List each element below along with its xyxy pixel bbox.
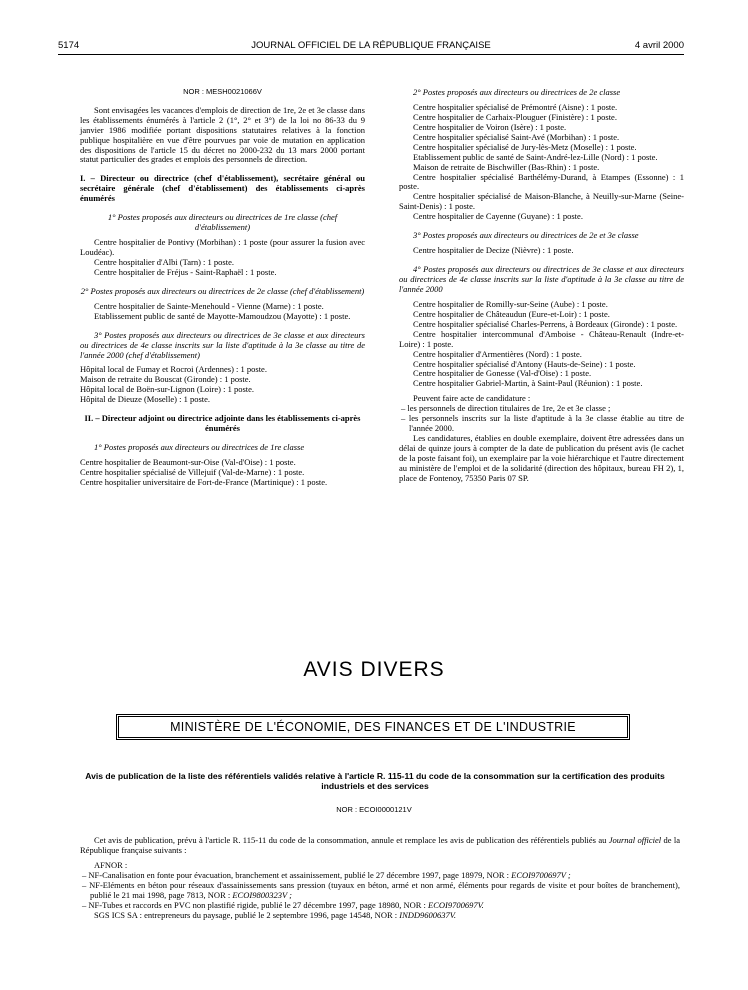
item-nor: INDD9600637V. <box>399 909 456 920</box>
notice-intro <box>80 836 680 856</box>
notice-nor: NOR : ECOI0000121V <box>336 805 412 814</box>
journal-title: JOURNAL OFFICIEL DE LA RÉPUBLIQUE FRANÇAISE <box>251 40 491 51</box>
list-item: Centre hospitalier de Decize (Nièvre) : 1 poste. <box>413 245 574 256</box>
list-item: Maison de retraite du Bouscat (Gironde) : 1 poste. <box>80 374 251 385</box>
intro-paragraph: Sont envisagées les vacances d'emplois de direction de 1re, 2e et 3e classe dans les établissements énumérés à l'article 2 (1°, 2° et 3°) de la loi no 86-33 du 9 janvier 1986 modifiée portant dispositions statutaires relatives à la fonction publique hospitalière en vue d'être pourvues par voie de mutation en application des dispositions de l'article 15 du décret no 2000-232 du 13 mars 2000 portant statut particulier des grades et emplois des personnels de direction. <box>80 104 365 165</box>
list-item: Etablissement public de santé de Mayotte-Mamoudzou (Mayotte) : 1 poste. <box>94 310 351 321</box>
list-item: Centre hospitalier de Cayenne (Guyane) : 1 poste. <box>413 211 583 222</box>
list-item: Centre hospitalier de Carhaix-Plouguer (Finistère) : 1 poste. <box>413 111 617 122</box>
s2-sub3-title: 3° Postes proposés aux directeurs ou directrices de 2e et 3e classe <box>413 230 639 241</box>
list-item: Centre hospitalier spécialisé Saint-Avé (Morbihan) : 1 poste. <box>413 131 620 142</box>
s2-sub2-title: 2° Postes proposés aux directeurs ou directrices de 2e classe <box>413 87 621 97</box>
list-item: Centre hospitalier Gabriel-Martin, à Saint-Paul (Réunion) : 1 poste. <box>413 378 643 389</box>
item-text: SGS ICS SA : entrepreneurs du paysage, publié le 2 septembre 1996, page 14548, NOR : <box>94 909 400 920</box>
s1-sub3-title: 3° Postes proposés aux directeurs ou directrices de 3e classe et aux directeurs ou directrices de 4e classe inscrits sur la liste d'aptitude à la 3e classe au titre de l'année 2000 (chef d'établissement) <box>80 329 365 360</box>
s2-sub3-list <box>399 246 684 256</box>
list-item: Centre hospitalier spécialisé de Jury-lès-Metz (Moselle) : 1 poste. <box>413 141 637 152</box>
s1-sub1-list <box>80 238 365 278</box>
list-item: Centre hospitalier spécialisé de Prémontré (Aisne) : 1 poste. <box>413 101 618 112</box>
s1-sub2-list <box>80 302 365 322</box>
list-item: Centre hospitalier spécialisé de Maison-Blanche, à Neuilly-sur-Marne (Seine-Saint-Denis) : 1 poste. <box>399 191 684 212</box>
ministry-box: MINISTÈRE DE L'ÉCONOMIE, DES FINANCES ET DE L'INDUSTRIE <box>118 716 628 738</box>
list-item: Centre hospitalier universitaire de Fort-de-France (Martinique) : 1 poste. <box>80 476 328 487</box>
candidature-item: – les personnels inscrits sur la liste d'aptitude à la 3e classe établie au titre de l'année 2000. <box>401 413 684 434</box>
list-item: Centre hospitalier de Voiron (Isère) : 1 poste. <box>413 121 567 132</box>
item-nor: ECOI9700697V. <box>428 899 484 910</box>
list-item: Centre hospitalier intercommunal d'Amboise - Château-Renault (Indre-et-Loire) : 1 poste. <box>399 328 684 349</box>
item-text: – NF-Canalisation en fonte pour évacuation, branchement et assainissement, publié le 27 décembre 1997, page 18979, NOR : <box>82 869 512 880</box>
list-item: Centre hospitalier de Pontivy (Morbihan) : 1 poste (pour assurer la fusion avec Loudéac). <box>80 237 365 258</box>
list-item: Centre hospitalier d'Armentières (Nord) : 1 poste. <box>413 348 582 359</box>
left-column <box>80 88 365 488</box>
notice-title: Avis de publication de la liste des référentiels validés relative à l'article R. 115-11 du code de la consommation sur la certification des produits industriels et des services <box>85 771 665 792</box>
list-item: Centre hospitalier d'Albi (Tarn) : 1 poste. <box>94 256 234 267</box>
afnor-label: AFNOR : <box>94 859 128 870</box>
list-item: Centre hospitalier de Châteaudun (Eure-et-Loir) : 1 poste. <box>413 308 610 319</box>
page-number: 5174 <box>58 40 80 51</box>
notice-body <box>80 836 680 921</box>
s1-sub1-title: 1° Postes proposés aux directeurs ou directrices de 1re classe (chef d'établissement) <box>107 212 338 233</box>
right-column <box>399 88 684 484</box>
list-item: Centre hospitalier de Sainte-Menehould - Vienne (Marne) : 1 poste. <box>94 300 324 311</box>
intro-text: Cet avis de publication, prévu à l'article R. 115-11 du code de la consommation, annule et remplace les avis de publication des référentiels publiés au <box>94 835 609 845</box>
nor-reference: NOR : MESH0021066V <box>183 87 262 96</box>
list-item: Centre hospitalier spécialisé Charles-Perrens, à Bordeaux (Gironde) : 1 poste. <box>413 318 678 329</box>
journal-officiel-ref: Journal officiel <box>608 835 662 845</box>
issue-date: 4 avril 2000 <box>634 40 684 51</box>
s1-sub3-list <box>80 365 365 405</box>
avis-divers-heading: AVIS DIVERS <box>303 658 445 681</box>
item-text: – NF-Tubes et raccords en PVC non plastifié rigide, publié le 27 décembre 1997, page 18980, NOR : <box>82 899 428 910</box>
s2-sub2-list <box>399 103 684 222</box>
list-item: Hôpital local de Fumay et Rocroi (Ardennes) : 1 poste. <box>80 364 267 375</box>
page-header <box>58 40 684 55</box>
section-2-title: II. – Directeur adjoint ou directrice adjointe dans les établissements ci-après énumérés <box>84 413 361 434</box>
list-item: Hôpital local de Boën-sur-Lignon (Loire) : 1 poste. <box>80 384 255 395</box>
s2-sub1-title: 1° Postes proposés aux directeurs ou directrices de 1re classe <box>94 442 305 453</box>
list-item: Maison de retraite de Bischwiller (Bas-Rhin) : 1 poste. <box>413 161 600 172</box>
candidature-item: – les personnels de direction titulaires de 1re, 2e et 3e classe ; <box>401 403 611 414</box>
list-item: Hôpital de Dieuze (Moselle) : 1 poste. <box>80 394 211 405</box>
list-item: Centre hospitalier de Romilly-sur-Seine (Aube) : 1 poste. <box>413 298 608 309</box>
list-item: Centre hospitalier spécialisé d'Antony (Hauts-de-Seine) : 1 poste. <box>413 358 636 369</box>
s2-sub4-list <box>399 300 684 389</box>
list-item: Etablissement public de santé de Saint-André-lez-Lille (Nord) : 1 poste. <box>413 151 658 162</box>
list-item: Centre hospitalier de Beaumont-sur-Oise (Val-d'Oise) : 1 poste. <box>80 457 296 468</box>
candidature-intro: Peuvent faire acte de candidature : <box>413 393 531 404</box>
sgs-item <box>80 911 680 921</box>
list-item: Centre hospitalier spécialisé Barthélémy-Durand, à Etampes (Essonne) : 1 poste. <box>399 171 684 192</box>
list-item: Centre hospitalier de Gonesse (Val-d'Oise) : 1 poste. <box>413 368 592 379</box>
item-nor: ECOI9700697V ; <box>511 869 571 880</box>
list-item: Centre hospitalier de Fréjus - Saint-Raphaël : 1 poste. <box>94 266 277 277</box>
s1-sub2-title: 2° Postes proposés aux directeurs ou directrices de 2e classe (chef d'établissement) <box>80 285 365 296</box>
s2-sub1-list <box>80 458 365 488</box>
closing-paragraph: Les candidatures, établies en double exemplaire, doivent être adressées dans un délai de quinze jours à compter de la date de publication du présent avis (le cachet de la poste faisant foi), un exemplaire par la voie hiérarchique et l'autre directement au ministère de l'emploi et de la solidarité (direction des hôpitaux, bureau FH 2), 1, place de Fontenoy, 75350 Paris 07 SP. <box>399 433 684 483</box>
s2-sub4-title: 4° Postes proposés aux directeurs ou directrices de 3e classe et aux directeurs ou directrices de 4e classe inscrits sur la liste d'aptitude à la 3e classe au titre de l'année 2000 <box>399 264 684 294</box>
referentiel-item <box>80 881 680 901</box>
section-1-title: I. – Directeur ou directrice (chef d'établissement), secrétaire général ou secrétaire générale (chef d'établissement) des établissements ci-après énumérés <box>80 173 365 204</box>
item-text: – NF-Eléments en béton pour réseaux d'assainissements sans pression (tuyaux en béton, armé et non armé, éléments pour regards de visite et pour boîtes de branchement), publié le 21 mai 1998, page 7813, NOR : <box>82 879 680 900</box>
list-item: Centre hospitalier spécialisé de Villejuif (Val-de-Marne) : 1 poste. <box>80 466 305 477</box>
item-nor: ECOI9800323V ; <box>232 889 292 900</box>
intro-text-end: de la République française suivants : <box>80 835 680 855</box>
